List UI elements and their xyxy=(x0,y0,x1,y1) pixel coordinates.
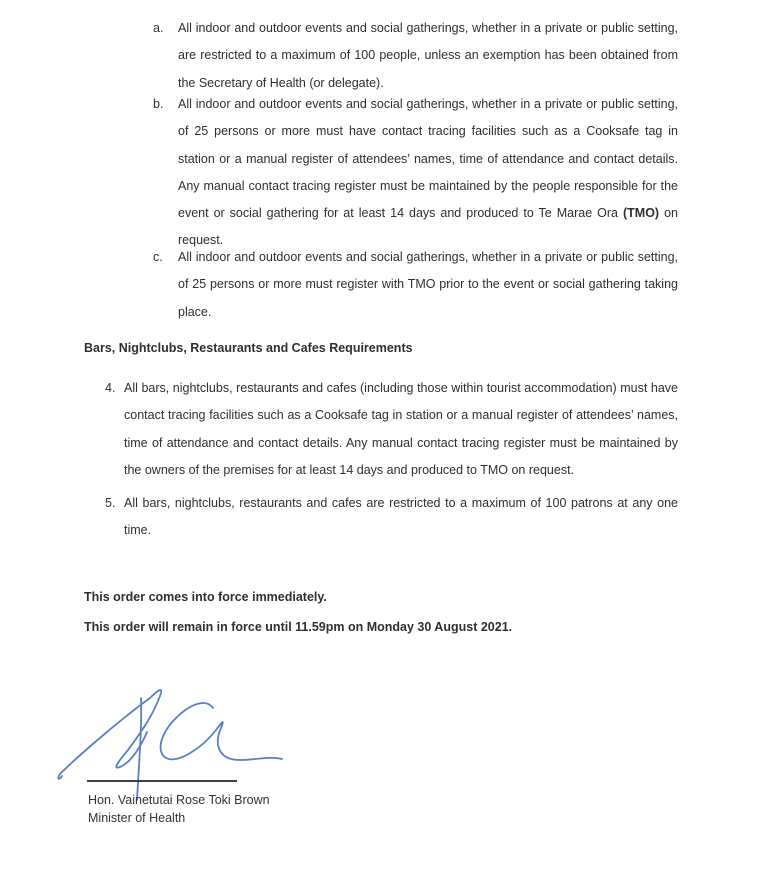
clause-b-text-end: on request. xyxy=(178,206,678,248)
clause-c xyxy=(153,244,678,326)
clause-b-tmo-abbreviation: (TMO) xyxy=(622,206,660,221)
clause-b xyxy=(153,91,678,255)
clause-4-text: All bars, nightclubs, restaurants and cafes (including those within tourist accommodation) must have contact tracing facilities such as a Cooksafe tag in station or a manual register of attendees’ names, time of attendance and contact details. Any manual contact tracing register must be maintained by the owners of the premises for at least 14 days and produced to TMO on request. xyxy=(124,381,678,477)
clause-5-text: All bars, nightclubs, restaurants and cafes are restricted to a maximum of 100 patrons at any one time. xyxy=(124,496,678,538)
clause-a xyxy=(153,15,678,97)
clause-5-marker: 5. xyxy=(105,496,116,510)
clause-c-marker: c. xyxy=(153,250,163,264)
clause-b-marker: b. xyxy=(153,97,164,111)
signature-line xyxy=(87,780,237,782)
clause-c-text: All indoor and outdoor events and social gatherings, whether in a private or public setting, of 25 persons or more must register with TMO prior to the event or social gathering taking place. xyxy=(178,250,678,319)
clause-b-text xyxy=(178,91,678,255)
clause-4 xyxy=(105,375,678,484)
clause-a-text: All indoor and outdoor events and social gatherings, whether in a private or public setting, are restricted to a maximum of 100 people, unless an exemption has been obtained from the Secretary of Health (or delegate). xyxy=(178,21,678,90)
clause-4-marker: 4. xyxy=(105,381,116,395)
signature-stroke-tail xyxy=(161,703,282,760)
clause-a-marker: a. xyxy=(153,21,164,35)
signatory-name: Hon. Vainetutai Rose Toki Brown xyxy=(88,793,270,807)
signatory-block xyxy=(88,791,270,827)
clause-5 xyxy=(105,490,678,545)
section-heading-bars-nightclubs: Bars, Nightclubs, Restaurants and Cafes Requirements xyxy=(84,341,413,355)
force-statement-expiry: This order will remain in force until 11.59pm on Monday 30 August 2021. xyxy=(84,620,513,634)
signatory-title: Minister of Health xyxy=(88,811,186,825)
force-statement-immediate: This order comes into force immediately. xyxy=(84,590,327,604)
signature-stroke-main xyxy=(58,690,161,779)
clause-b-text-start: All indoor and outdoor events and social gatherings, whether in a private or public setting, of 25 persons or more must have contact tracing facilities such as a Cooksafe tag in station or a manual register of attendees’ names, time of attendance and contact details. Any manual contact tracing register must be maintained by the people responsible for the event or social gathering for at least 14 days and produced to Te Marae Ora xyxy=(178,97,678,221)
